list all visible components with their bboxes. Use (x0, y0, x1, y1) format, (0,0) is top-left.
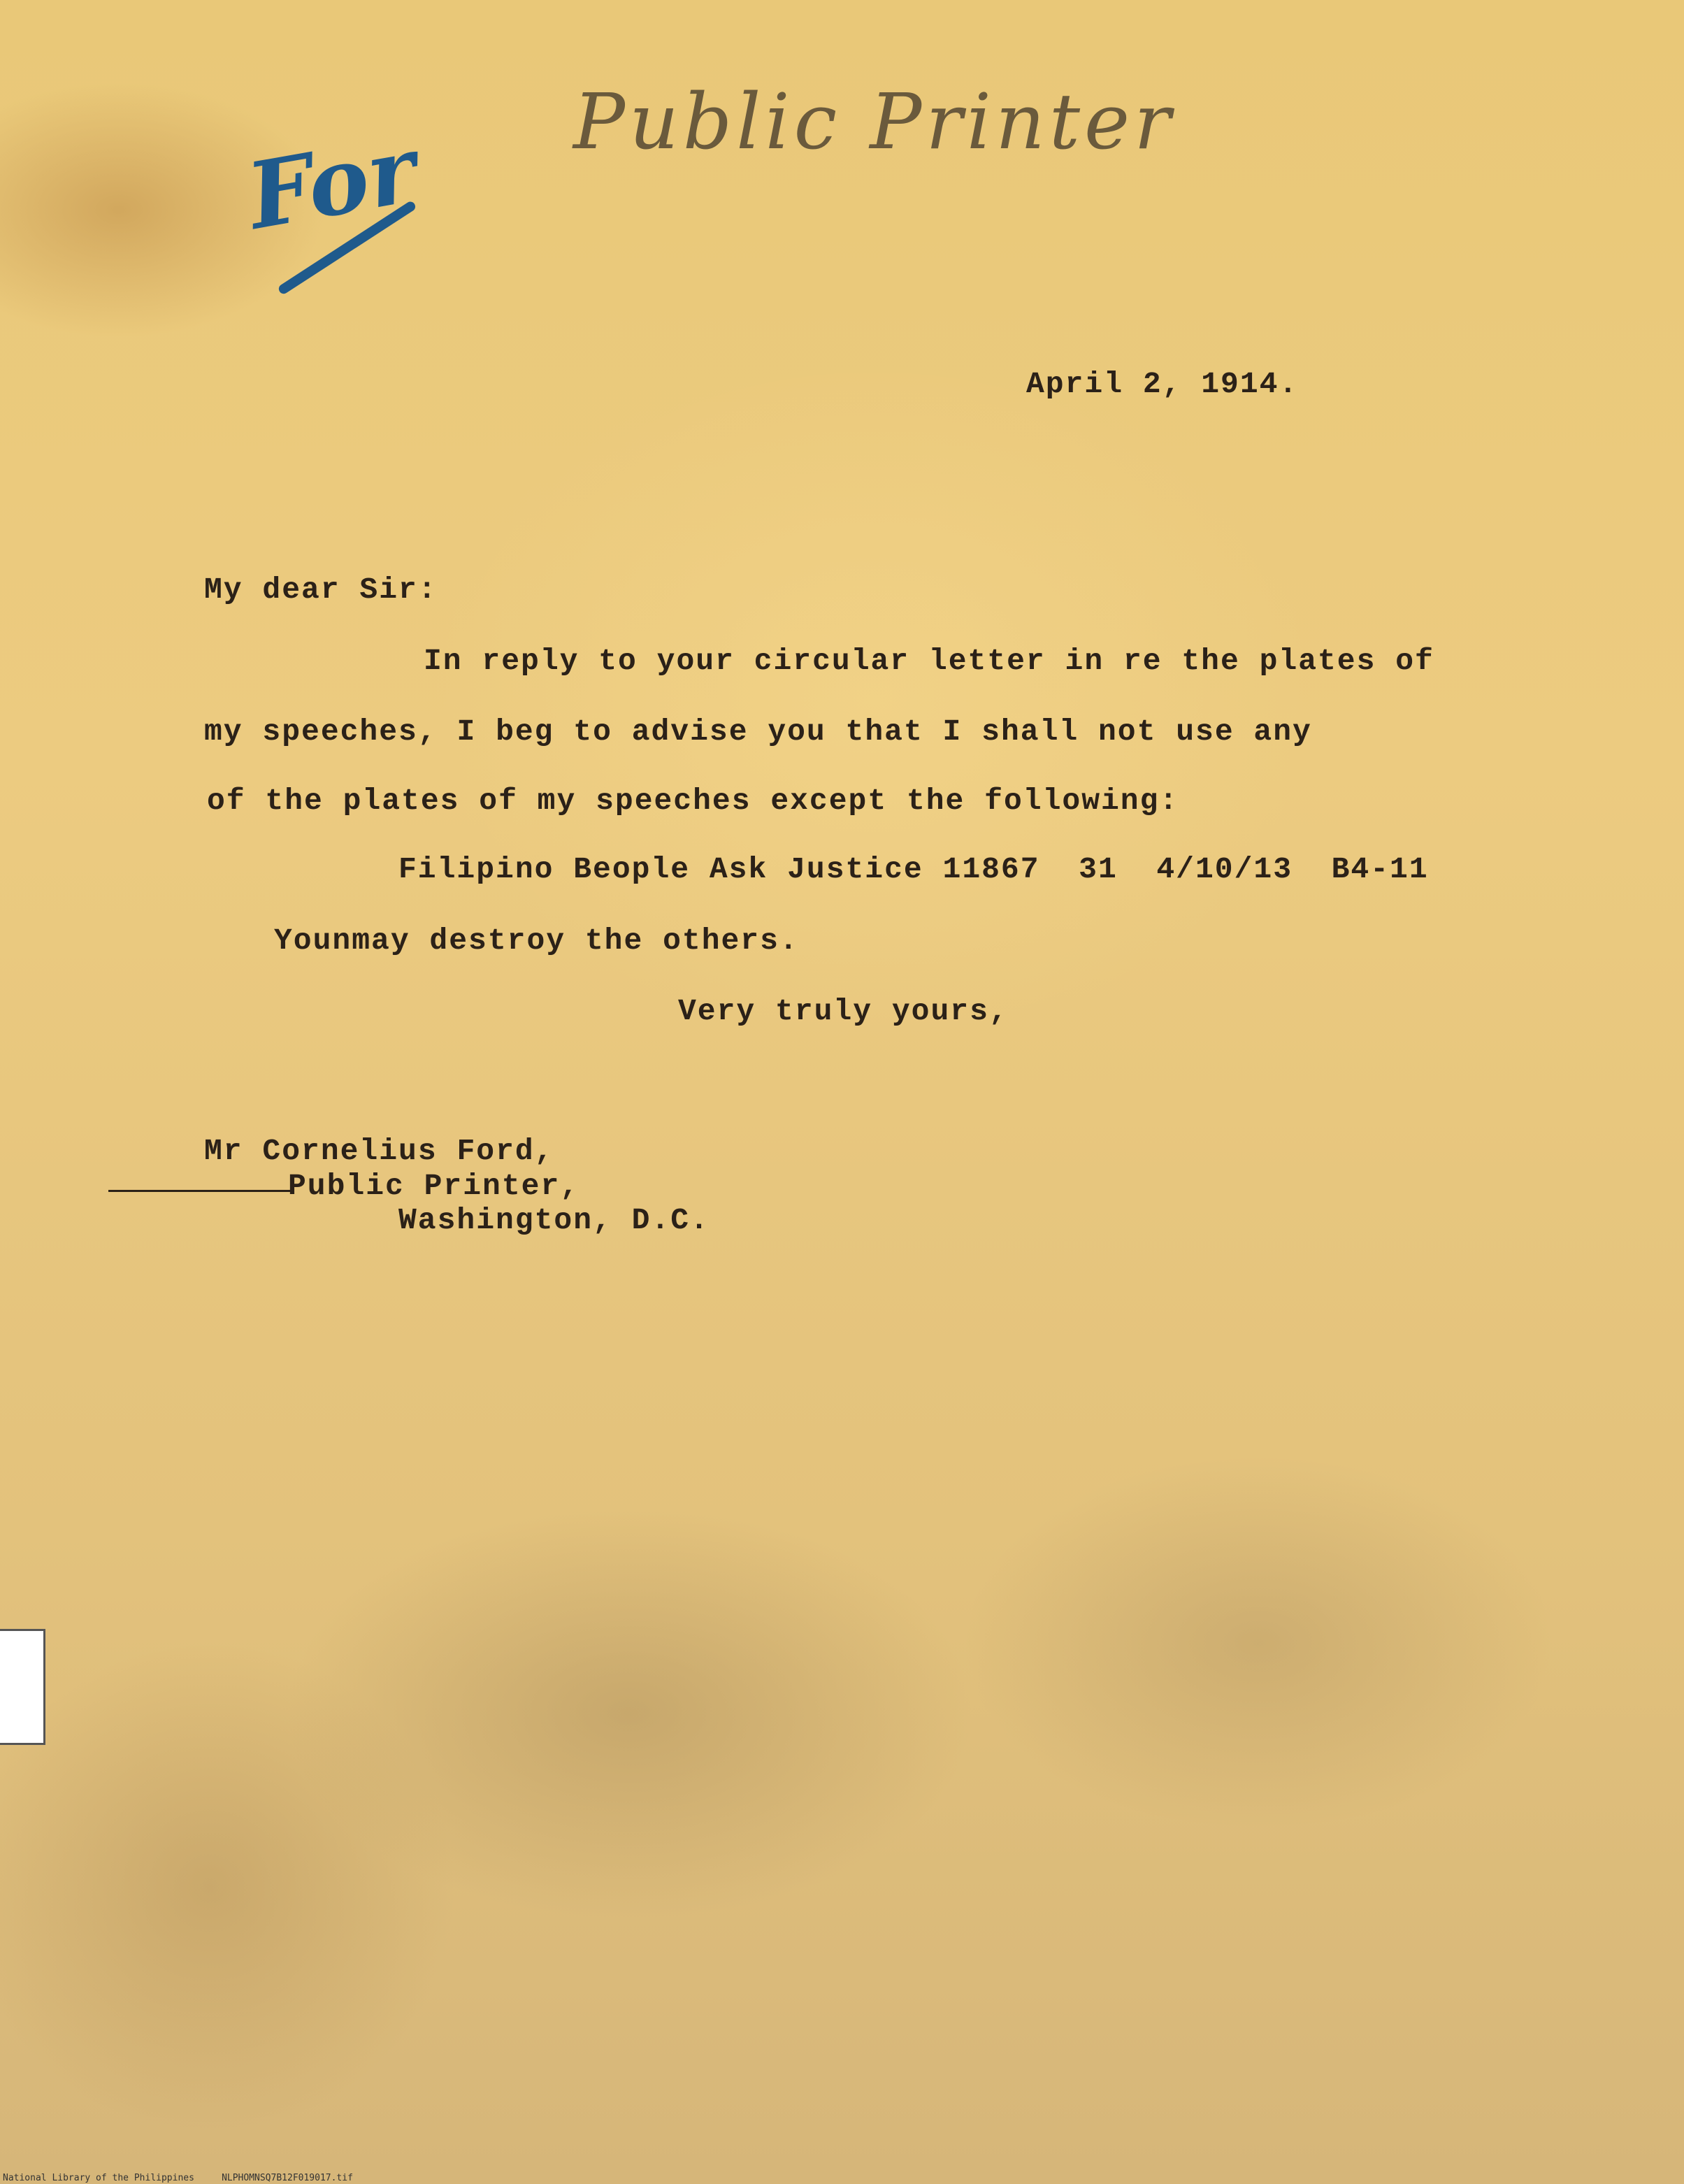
recipient-name: Mr Cornelius Ford, (204, 1134, 554, 1168)
closing: Very truly yours, (678, 994, 1009, 1028)
archive-footer: National Library of the Philippines NLPHOMNSQ7B12F019017.tif (3, 2173, 353, 2183)
handwritten-public-printer: Public Printer (573, 77, 1175, 166)
body-line-3: of the plates of my speeches except the following: (207, 784, 1179, 818)
recipient-title: Public Printer, (288, 1169, 580, 1203)
handwritten-for: For (240, 115, 424, 250)
speech-plate-item: Filipino Beople Ask Justice 11867 31 4/10/13 B4-11 (398, 852, 1429, 886)
body-line-2: my speeches, I beg to advise you that I shall not use any (204, 714, 1312, 749)
recipient-city: Washington, D.C. (398, 1203, 710, 1237)
body-line-4: Younmay destroy the others. (274, 924, 799, 958)
edge-tab (0, 1629, 45, 1745)
salutation: My dear Sir: (204, 573, 438, 607)
letter-date: April 2, 1914. (1026, 367, 1299, 401)
body-line-1: In reply to your circular letter in re the plates of (424, 644, 1434, 678)
address-rule (108, 1190, 290, 1192)
